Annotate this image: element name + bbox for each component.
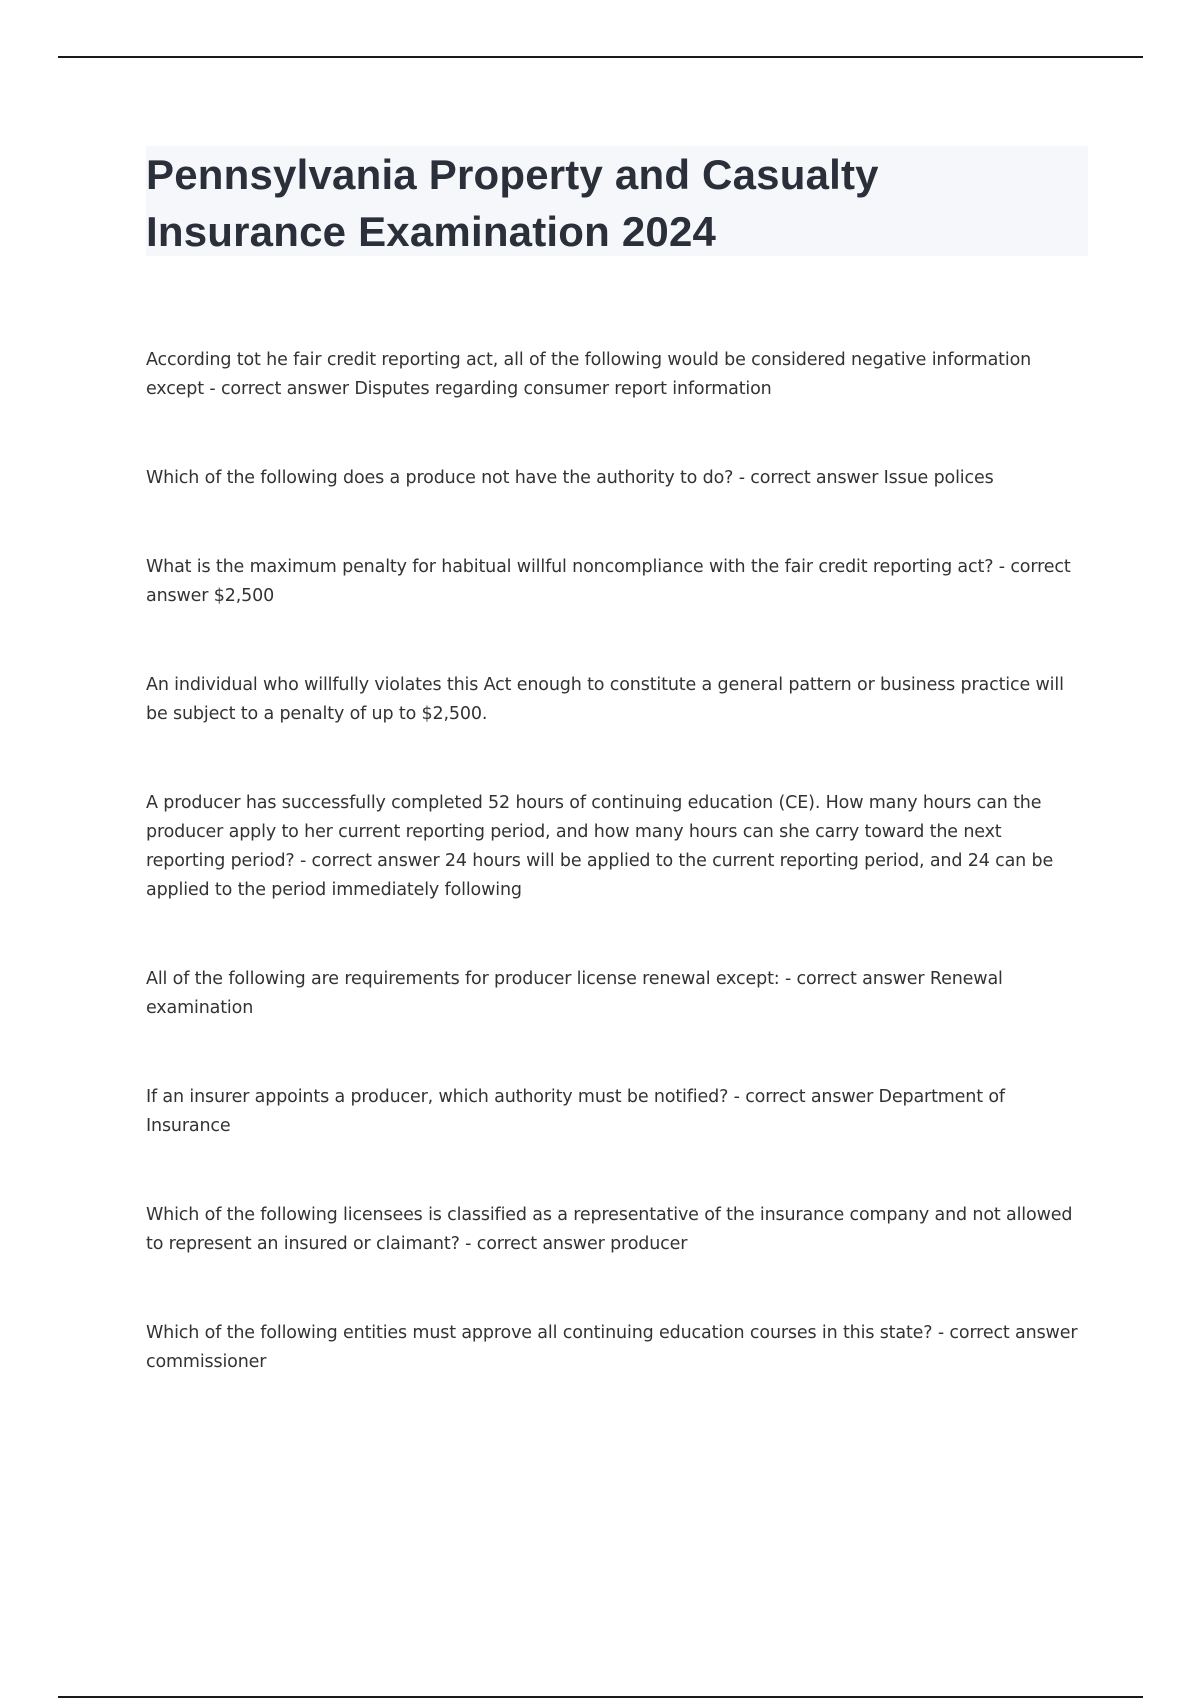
question-item: Which of the following entities must approve all continuing education courses in this state? - correct answer commissioner <box>146 1323 1078 1372</box>
top-rule <box>58 56 1143 58</box>
question-item: According tot he fair credit reporting act, all of the following would be considered negative information except - correct answer Disputes regarding consumer report information <box>146 350 1032 399</box>
question-item: What is the maximum penalty for habitual willful noncompliance with the fair credit reporting act? - correct answer $2,500 <box>146 557 1071 606</box>
question-item: If an insurer appoints a producer, which authority must be notified? - correct answer Department of Insurance <box>146 1087 1005 1136</box>
question-item: Which of the following does a produce not have the authority to do? - correct answer Issue polices <box>146 468 994 488</box>
question-item: An individual who willfully violates this Act enough to constitute a general pattern or business practice will be subject to a penalty of up to $2,500. <box>146 675 1064 724</box>
document-title: Pennsylvania Property and Casualty Insurance Examination 2024 <box>146 151 879 255</box>
bottom-rule <box>58 1696 1143 1698</box>
question-item: A producer has successfully completed 52 hours of continuing education (CE). How many hours can the producer apply to her current reporting period, and how many hours can she carry toward the next reporting period? - correct answer 24 hours will be applied to the current reporting period, and 24 can be applied to the period immediately following <box>146 793 1054 900</box>
question-list <box>146 346 1086 1437</box>
question-item: All of the following are requirements for producer license renewal except: - correct answer Renewal examination <box>146 969 1003 1018</box>
question-item: Which of the following licensees is classified as a representative of the insurance company and not allowed to represent an insured or claimant? - correct answer producer <box>146 1205 1073 1254</box>
title-banner <box>146 146 1088 256</box>
